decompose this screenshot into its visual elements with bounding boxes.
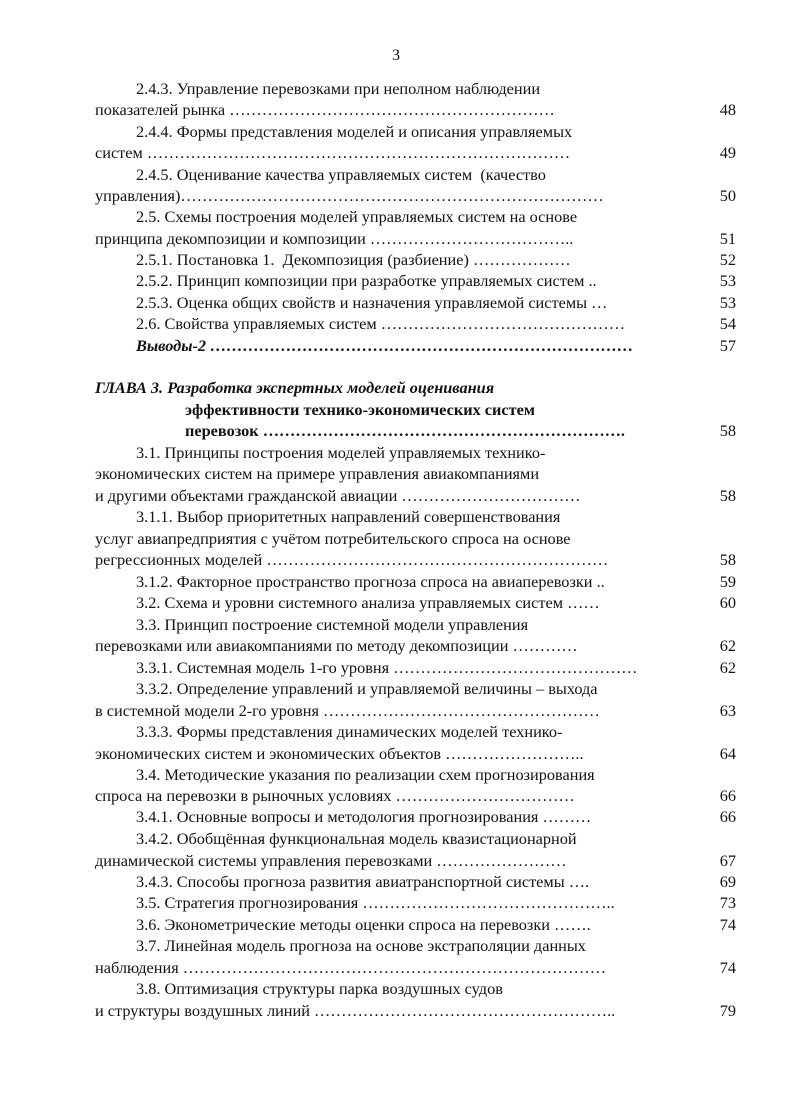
toc-line xyxy=(0,743,792,764)
toc-line xyxy=(0,78,792,99)
toc-text: 3.4. Методические указания по реализации схем прогнозирования xyxy=(136,765,595,784)
toc-text: 3.1. Принципы построения моделей управляемых технико- xyxy=(136,443,546,462)
toc-page-number: 60 xyxy=(719,593,736,612)
toc-page-number: 63 xyxy=(719,701,736,720)
toc-page-number: 50 xyxy=(719,186,736,205)
toc-line xyxy=(0,185,792,206)
toc-text: экономических систем и экономических объектов …………………….. xyxy=(95,744,584,763)
toc-text: 2.6. Свойства управляемых систем ……………………………………… xyxy=(136,314,625,333)
toc-line xyxy=(0,270,792,291)
toc-line xyxy=(0,764,792,785)
toc-page-number: 62 xyxy=(719,636,736,655)
toc-line xyxy=(0,249,792,270)
toc-text: показателей рынка …………………………………………………… xyxy=(95,100,555,119)
toc-text: принципа декомпозиции и композиции ……………………………….. xyxy=(95,229,574,248)
toc-page-number: 69 xyxy=(719,872,736,891)
toc-page-number: 67 xyxy=(719,851,736,870)
toc-line xyxy=(0,463,792,484)
toc-text: динамической системы управления перевозками …………………… xyxy=(95,851,567,870)
toc-text: перевозок …………………………………………………………. xyxy=(185,421,626,440)
toc-line xyxy=(0,700,792,721)
toc-text: услуг авиапредприятия с учётом потребительского спроса на основе xyxy=(95,529,571,548)
toc-text: 3.5. Стратегия прогнозирования ……………………………………….. xyxy=(136,893,615,912)
toc-page-number: 53 xyxy=(719,293,736,312)
toc-text: управления)…………………………………………………………………… xyxy=(95,186,604,205)
toc-line xyxy=(0,485,792,506)
toc-text: наблюдения …………………………………………………………………… xyxy=(95,958,607,977)
toc-line xyxy=(0,99,792,120)
toc-text: 2.5.2. Принцип композиции при разработке управляемых систем .. xyxy=(136,271,597,290)
toc-line xyxy=(0,206,792,227)
toc-text: 2.4.4. Формы представления моделей и описания управляемых xyxy=(136,122,573,141)
toc-line xyxy=(0,549,792,570)
toc-page-number: 74 xyxy=(719,958,736,977)
toc-text: 3.4.1. Основные вопросы и методология прогнозирования ……… xyxy=(136,807,592,826)
toc-page-number: 73 xyxy=(719,893,736,912)
toc-line xyxy=(0,850,792,871)
toc-line xyxy=(0,506,792,527)
toc-page-number: 49 xyxy=(719,143,736,162)
toc-line xyxy=(0,871,792,892)
toc-line xyxy=(0,292,792,313)
toc-page-number: 59 xyxy=(719,572,736,591)
toc-line xyxy=(0,721,792,742)
toc-page-number: 62 xyxy=(719,658,736,677)
toc-text: спроса на перевозки в рыночных условиях …………………………… xyxy=(95,786,575,805)
toc-line xyxy=(0,228,792,249)
toc-text: 3.4.2. Обобщённая функциональная модель квазистационарной xyxy=(136,829,577,848)
toc-text: ГЛАВА 3. Разработка экспертных моделей оценивания xyxy=(95,378,495,397)
toc-text: 2.5.1. Постановка 1. Декомпозиция (разбиение) ……………… xyxy=(136,250,571,269)
toc-line xyxy=(0,957,792,978)
toc-page-number: 53 xyxy=(719,271,736,290)
toc-text: 2.5.3. Оценка общих свойств и назначения управляемой системы … xyxy=(136,293,608,312)
toc-line xyxy=(0,892,792,913)
toc-text: 3.3. Принцип построение системной модели управления xyxy=(136,615,529,634)
toc-line xyxy=(0,164,792,185)
toc-page-number: 52 xyxy=(719,250,736,269)
toc-line xyxy=(0,142,792,163)
toc-text: и структуры воздушных линий ……………………………………………….. xyxy=(95,1001,616,1020)
toc-line xyxy=(0,657,792,678)
toc-chapter-heading xyxy=(0,377,792,398)
toc-page-number: 58 xyxy=(719,550,736,569)
toc-line xyxy=(0,614,792,635)
toc-text: эффективности технико-экономических систем xyxy=(185,400,535,419)
toc-line xyxy=(0,1000,792,1021)
toc-text: 3.2. Схема и уровни системного анализа управляемых систем …… xyxy=(136,593,600,612)
toc-text: 3.3.3. Формы представления динамических моделей технико- xyxy=(136,722,563,741)
toc-text: 3.1.1. Выбор приоритетных направлений совершенствования xyxy=(136,507,561,526)
toc-text: перевозками или авиакомпаниями по методу декомпозиции ………… xyxy=(95,636,578,655)
toc-text: систем …………………………………………………………………… xyxy=(95,143,571,162)
toc-text: 2.5. Схемы построения моделей управляемых систем на основе xyxy=(136,207,578,226)
toc-line xyxy=(0,914,792,935)
toc-page-number: 57 xyxy=(719,336,736,355)
toc-line xyxy=(0,806,792,827)
toc-line xyxy=(0,678,792,699)
toc-page-number: 64 xyxy=(719,744,736,763)
toc-text: 3.3.1. Системная модель 1-го уровня ……………………………………… xyxy=(136,658,638,677)
toc-text: 3.1.2. Факторное пространство прогноза спроса на авиаперевозки .. xyxy=(136,572,605,591)
toc-page-number: 58 xyxy=(719,486,736,505)
toc-line xyxy=(0,785,792,806)
toc-line xyxy=(0,571,792,592)
toc-line xyxy=(0,335,792,356)
toc-text: в системной модели 2-го уровня …………………………………………… xyxy=(95,701,600,720)
toc-text: регрессионных моделей ……………………………………………………… xyxy=(95,550,609,569)
toc-line xyxy=(0,978,792,999)
toc-text: Выводы-2 …………………………………………………………………… xyxy=(136,336,634,355)
toc-page-number: 58 xyxy=(719,421,736,440)
toc-page-number: 74 xyxy=(719,915,736,934)
toc-line xyxy=(0,828,792,849)
page-number: 3 xyxy=(392,47,400,64)
toc-line xyxy=(0,528,792,549)
toc-page-number: 79 xyxy=(719,1001,736,1020)
toc-line xyxy=(0,935,792,956)
toc-chapter-heading xyxy=(0,420,792,441)
toc-text: 3.7. Линейная модель прогноза на основе экстраполяции данных xyxy=(136,936,586,955)
toc-text: 3.6. Эконометрические методы оценки спроса на перевозки ……. xyxy=(136,915,591,934)
toc-line xyxy=(0,592,792,613)
toc-page-number: 51 xyxy=(719,229,736,248)
toc-page-number: 48 xyxy=(719,100,736,119)
toc-text: 2.4.5. Оценивание качества управляемых систем (качество xyxy=(136,165,546,184)
toc-text: и другими объектами гражданской авиации …………………………… xyxy=(95,486,581,505)
toc-line xyxy=(0,313,792,334)
toc-page-number: 66 xyxy=(719,807,736,826)
toc-text: 3.4.3. Способы прогноза развития авиатранспортной системы …. xyxy=(136,872,590,891)
toc-text: 3.8. Оптимизация структуры парка воздушных судов xyxy=(136,979,503,998)
toc-page-number: 54 xyxy=(719,314,736,333)
toc-line xyxy=(0,121,792,142)
toc-text: экономических систем на примере управления авиакомпаниями xyxy=(95,464,540,483)
toc-page-number: 66 xyxy=(719,786,736,805)
toc-text: 2.4.3. Управление перевозками при неполном наблюдении xyxy=(136,79,541,98)
toc-text: 3.3.2. Определение управлений и управляемой величины – выхода xyxy=(136,679,598,698)
toc-line xyxy=(0,442,792,463)
toc-chapter-heading xyxy=(0,399,792,420)
toc-line xyxy=(0,635,792,656)
